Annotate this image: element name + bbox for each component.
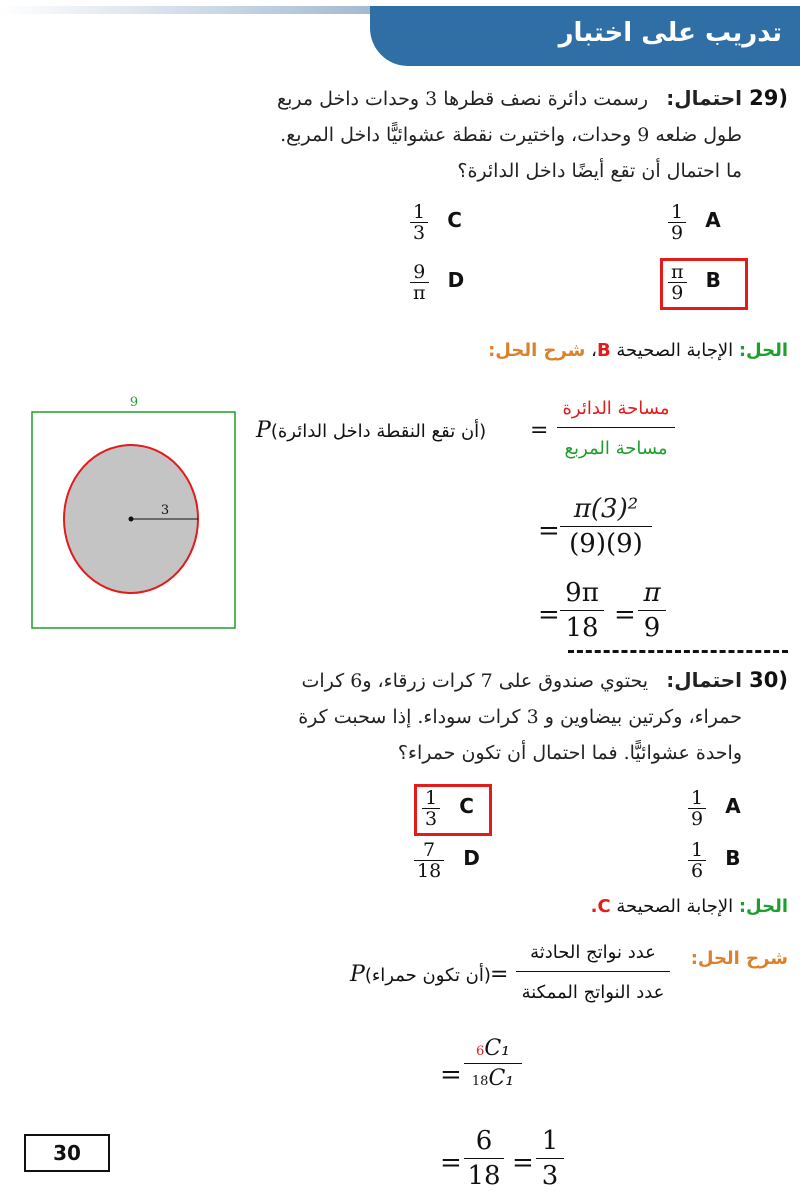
- q29-option-b-letter: B: [705, 268, 721, 292]
- q30-option-a-letter: A: [725, 794, 741, 818]
- q30-line3: واحدة عشوائيًّا. فما احتمال أن تكون حمراء؟: [397, 742, 742, 764]
- q29-line2: طول ضلعه 9 وحدات، واختيرت نقطة عشوائيًّا داخل المربع.: [280, 124, 742, 146]
- q30-line1: يحتوي صندوق على 7 كرات زرقاء، و6 كرات: [301, 670, 648, 692]
- q29-square-area: مساحة المربع: [564, 438, 668, 459]
- q29-eq-fraction-1: [557, 398, 675, 459]
- q29-line3: ما احتمال أن تقع أيضًا داخل الدائرة؟: [457, 160, 742, 182]
- header-title: تدريب على اختبار: [558, 18, 782, 48]
- q30-eq-equals-2: =: [440, 1060, 462, 1090]
- q29-step3-num: 9π: [565, 578, 599, 608]
- q30-option-b: [688, 840, 740, 881]
- q29-step2-num: π(3)²: [573, 494, 639, 524]
- q29-option-c-letter: C: [447, 208, 462, 232]
- q29-solution-text: الإجابة الصحيحة: [616, 340, 734, 361]
- radius-label: 3: [160, 503, 170, 518]
- q30-eq-lhs: [350, 962, 491, 987]
- square-side-label: 9: [129, 395, 139, 410]
- q30-comb-bot-main: C₁: [488, 1066, 515, 1091]
- q30-line2: حمراء، وكرتين بيضاوين و 3 كرات سوداء. إذا سحبت كرة: [298, 706, 742, 728]
- q30-option-d-fraction: $\frac{7}{18}$: [414, 840, 444, 881]
- q30-eq-fraction-4: [536, 1126, 564, 1191]
- q30-solution-label: الحل:: [738, 896, 788, 917]
- q29-eq-equals-1: =: [530, 418, 549, 443]
- q29-solution-answer: B: [596, 340, 611, 361]
- q30-option-b-letter: B: [725, 846, 741, 870]
- header-banner: [370, 6, 800, 66]
- q30-eq-fraction-1: [516, 942, 670, 1003]
- q30-solution-text: الإجابة الصحيحة: [616, 896, 734, 917]
- q30-solution-line: [591, 896, 788, 917]
- q29-line1: رسمت دائرة نصف قطرها 3 وحدات داخل مربع: [277, 88, 648, 110]
- q29-eq-fraction-4: [638, 578, 666, 643]
- q29-heading: احتمال:: [666, 86, 742, 110]
- q30-eq-equals-3: =: [440, 1148, 462, 1178]
- q29-option-a-fraction: $\frac{1}{9}$: [668, 202, 686, 243]
- q30-event-outcomes: عدد نواتج الحادثة: [530, 942, 656, 963]
- q29-eq-equals-4: =: [614, 600, 636, 630]
- q30-option-c-fraction: $\frac{1}{3}$: [422, 788, 440, 829]
- q29-option-a-letter: A: [705, 208, 721, 232]
- q29-option-c-fraction: $\frac{1}{3}$: [410, 202, 428, 243]
- q30-option-d: [414, 840, 480, 881]
- section-divider: [568, 650, 788, 653]
- q29-option-d: [410, 262, 464, 303]
- q30-option-b-fraction: $\frac{1}{6}$: [688, 840, 706, 881]
- q30-eq-fraction-2: [464, 1036, 522, 1091]
- q29-solution-label: الحل:: [738, 340, 788, 361]
- q30-total-outcomes: عدد النواتج الممكنة: [521, 982, 665, 1003]
- q29-eq-equals-3: =: [538, 600, 560, 630]
- q29-eq-equals-2: =: [538, 516, 560, 546]
- q29-solution-sep: ،: [591, 340, 597, 361]
- q30-step3-den: 18: [467, 1161, 501, 1191]
- q29-step3-rnum: π: [643, 578, 661, 608]
- q30-solution-answer: C.: [590, 896, 611, 917]
- q30-step3-num: 6: [475, 1126, 493, 1156]
- q29-option-a: [668, 202, 721, 243]
- q29-eq-p: P: [256, 418, 271, 443]
- page-number: 30: [24, 1134, 110, 1172]
- q29-option-d-fraction: $\frac{9}{\pi}$: [410, 262, 429, 303]
- q29-step3-rden: 9: [643, 613, 661, 643]
- q29-number: 29): [749, 86, 788, 110]
- q29-explain-label: شرح الحل:: [488, 340, 586, 361]
- q29-eq-fraction-2: [560, 494, 652, 559]
- q29-option-b-fraction: $\frac{\pi}{9}$: [668, 262, 687, 303]
- q29-option-c: [410, 202, 462, 243]
- q30-step3-rnum: 1: [541, 1126, 559, 1156]
- q30-number: 30): [749, 668, 788, 692]
- q29-step3-den: 18: [565, 613, 599, 643]
- q30-option-a: [688, 788, 741, 829]
- q30-heading: احتمال:: [666, 668, 742, 692]
- q29-eq-fraction-3: [560, 578, 604, 643]
- q30-comb-top-sub: 6: [476, 1044, 485, 1059]
- q30-eq-p: P: [350, 962, 365, 987]
- q29-circle-area: مساحة الدائرة: [562, 398, 670, 419]
- q30-option-d-letter: D: [463, 846, 480, 870]
- q29-step2-den: (9)(9): [569, 529, 643, 559]
- q30-comb-bot: [464, 1066, 522, 1091]
- q30-option-c: [422, 788, 474, 829]
- q29-option-d-letter: D: [447, 268, 465, 292]
- q29-eq-lhs: [256, 418, 486, 443]
- q30-eq-equals-1: =: [490, 962, 509, 987]
- q29-solution-line: [488, 340, 788, 361]
- q29-eq-prob-text: (أن تقع النقطة داخل الدائرة): [270, 421, 487, 442]
- q30-option-a-fraction: $\frac{1}{9}$: [688, 788, 706, 829]
- q30-step3-rden: 3: [541, 1161, 559, 1191]
- q30-comb-top: [464, 1036, 522, 1061]
- q29-option-b: [668, 262, 721, 303]
- circle-in-square-figure: [20, 392, 240, 632]
- q30-option-c-letter: C: [459, 794, 474, 818]
- q30-comb-bot-sub: 18: [471, 1074, 489, 1089]
- q30-explain-label: شرح الحل:: [690, 948, 788, 969]
- q30-eq-prob-text: (أن تكون حمراء): [364, 965, 491, 986]
- q30-eq-equals-4: =: [512, 1148, 534, 1178]
- q30-eq-fraction-3: [464, 1126, 504, 1191]
- q30-comb-top-main: C₁: [484, 1036, 510, 1061]
